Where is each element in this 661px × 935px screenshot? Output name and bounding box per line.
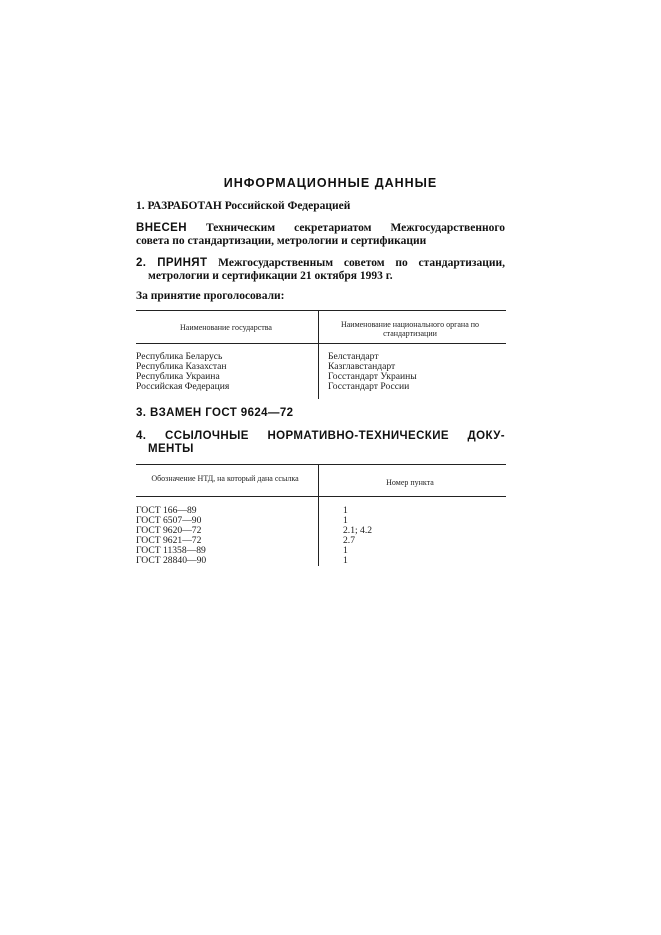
table-2-cell-doc: ГОСТ 6507—90	[136, 515, 202, 526]
table-2-cell-doc: ГОСТ 9621—72	[136, 535, 202, 546]
section-1-number: 1.	[136, 200, 145, 212]
section-2-line-1	[136, 257, 505, 269]
section-2-keyword: ПРИНЯТ	[157, 257, 208, 269]
table-1-header-state: Наименование государства	[180, 323, 272, 332]
vnesen-line-2: совета по стандартизации, метрологии и сертификации	[136, 235, 427, 247]
table-2-header-clause: Номер пункта	[386, 478, 434, 487]
table-2-header-doc: Обозначение НТД, на который дана ссылка	[151, 474, 299, 483]
table-2-cell-clause: 1	[343, 505, 348, 516]
section-4-line-1-text: ССЫЛОЧНЫЕ НОРМАТИВНО-ТЕХНИЧЕСКИЕ ДОКУ-	[165, 430, 505, 442]
document-heading: ИНФОРМАЦИОННЫЕ ДАННЫЕ	[223, 176, 438, 190]
table-1-cell-body: Госстандарт России	[328, 381, 410, 392]
table-2-cell-clause: 1	[343, 545, 348, 556]
table-1-top-rule	[136, 310, 506, 311]
table-1-column-rule	[318, 311, 319, 399]
table-1-header-body: Наименование национального органа по стандартизации	[340, 320, 480, 338]
section-1	[136, 200, 350, 212]
table-2-cell-doc: ГОСТ 166—89	[136, 505, 197, 516]
table-1-cell-state: Республика Казахстан	[136, 361, 227, 372]
section-4-number: 4.	[136, 430, 147, 442]
table-2-cell-clause: 2.1; 4.2	[343, 525, 373, 536]
vnesen-line-1	[136, 222, 505, 234]
table-1-cell-state: Российская Федерация	[136, 381, 230, 392]
table-1-cell-body: Госстандарт Украины	[328, 371, 417, 382]
section-2-number: 2.	[136, 257, 147, 269]
table-2-column-rule	[318, 465, 319, 566]
table-1-header-rule	[136, 343, 506, 344]
table-2-cell-doc: ГОСТ 9620—72	[136, 525, 202, 536]
voted-label: За принятие проголосовали:	[136, 290, 285, 302]
section-4-line-2: МЕНТЫ	[148, 443, 194, 455]
table-1-cell-body: Белстандарт	[328, 351, 379, 362]
table-2-cell-doc: ГОСТ 28840—90	[136, 555, 207, 566]
table-2-cell-clause: 1	[343, 555, 348, 566]
section-3-title: ВЗАМЕН ГОСТ 9624—72	[150, 407, 294, 419]
section-3	[136, 407, 293, 419]
table-2-top-rule	[136, 464, 506, 465]
section-2-line-2: метрологии и сертификации 21 октября 1993 г.	[148, 270, 393, 282]
section-4-line-1	[136, 430, 505, 442]
table-2-header-rule	[136, 496, 506, 497]
vnesen-line-1-text: Техническим секретариатом Межгосударственного	[206, 222, 506, 234]
table-1-cell-state: Республика Украина	[136, 371, 220, 382]
section-3-number: 3.	[136, 407, 147, 419]
section-2-line-1-text: Межгосударственным советом по стандартизации,	[218, 257, 506, 269]
table-1-cell-state: Республика Беларусь	[136, 351, 223, 362]
section-1-title: РАЗРАБОТАН Российской Федерацией	[147, 200, 351, 212]
vnesen-keyword: ВНЕСЕН	[136, 222, 187, 234]
table-2-cell-doc: ГОСТ 11358—89	[136, 545, 206, 556]
table-2-cell-clause: 1	[343, 515, 348, 526]
table-2-cell-clause: 2.7	[343, 535, 355, 546]
table-1-cell-body: Казглавстандарт	[328, 361, 396, 372]
